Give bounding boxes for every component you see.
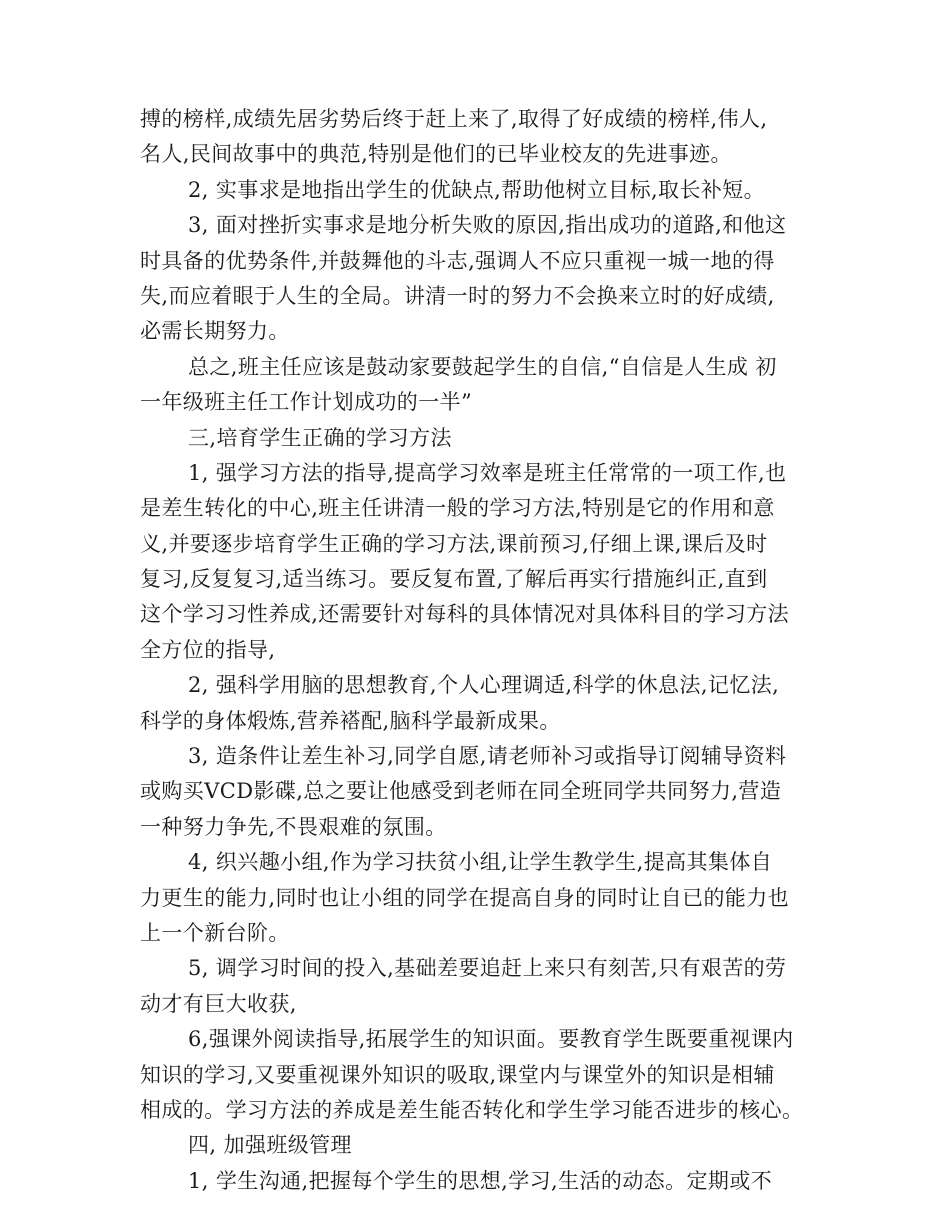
document-body (140, 102, 820, 1199)
text-line: 3, 面对挫折实事求是地分析失败的原因,指出成功的道路,和他这 (188, 213, 787, 238)
text-line: 动才有巨大收获, (140, 991, 297, 1016)
text-line: 4, 织兴趣小组,作为学习扶贫小组,让学生教学生,提高其集体自 (188, 850, 773, 875)
text-line: 1, 学生沟通,把握每个学生的思想,学习,生活的动态。定期或不 (188, 1168, 773, 1193)
text-line: 搏的榜样,成绩先居劣势后终于赶上来了,取得了好成绩的榜样,伟人, (140, 107, 768, 131)
text-line: 3, 造条件让差生补习,同学自愿,请老师补习或指导订阅辅导资料 (188, 744, 787, 769)
text-line: 失,而应着眼于人生的全局。讲清一时的努力不会换来立时的好成绩, (140, 283, 775, 308)
text-line: 全方位的指导, (140, 637, 276, 662)
text-line: 2, 强科学用脑的思想教育,个人心理调适,科学的休息法,记忆法, (188, 673, 780, 698)
text-line: 必需长期努力。 (140, 319, 290, 344)
text-line: 这个学习习性养成,还需要针对每科的具体情况对具体科目的学习方法 (140, 602, 790, 627)
text-line: 相成的。学习方法的养成是差生能否转化和学生学习能否进步的核心。 (140, 1097, 804, 1122)
text-line: 一种努力争先,不畏艰难的氛围。 (140, 814, 447, 839)
text-line: 一年级班主任工作计划成功的一半” (140, 390, 473, 415)
text-line: 2, 实事求是地指出学生的优缺点,帮助他树立目标,取长补短。 (188, 177, 766, 202)
text-line: 或购买VCD影碟,总之要让他感受到老师在同全班同学共同努力,营造 (140, 779, 782, 804)
text-line: 总之,班主任应该是鼓动家要鼓起学生的自信,“自信是人生成 初 (188, 354, 777, 379)
text-line: 时具备的优势条件,并鼓舞他的斗志,强调人不应只重视一城一地的得 (140, 248, 775, 273)
text-line: 名人,民间故事中的典范,特别是他们的已毕业校友的先进事迹。 (140, 142, 732, 167)
text-line: 力更生的能力,同时也让小组的同学在提高自身的同时让自已的能力也 (140, 885, 790, 910)
text-line: 1, 强学习方法的指导,提高学习效率是班主任常常的一项工作,也 (188, 460, 787, 485)
text-line: 5, 调学习时间的投入,基础差要追赶上来只有刻苦,只有艰苦的劳 (188, 956, 787, 981)
text-line: 科学的身体煅炼,营养褡配,脑科学最新成果。 (140, 708, 561, 733)
text-line: 知识的学习,又要重视课外知识的吸取,课堂内与课堂外的知识是相辅 (140, 1062, 775, 1087)
text-line: 义,并要逐步培育学生正确的学习方法,课前预习,仔细上课,课后及时 (140, 531, 768, 556)
text-line: 是差生转化的中心,班主任讲清一般的学习方法,特别是它的作用和意 (140, 496, 775, 521)
text-line: 上一个新台阶。 (140, 920, 290, 945)
text-line: 6,强课外阅读指导,拓展学生的知识面。要教育学生既要重视课内 (188, 1027, 794, 1052)
text-line: 复习,反复复习,适当练习。要反复布置,了解后再实行措施纠正,直到 (140, 567, 768, 592)
text-line: 三,培育学生正确的学习方法 (188, 425, 452, 450)
text-line: 四, 加强班级管理 (188, 1133, 352, 1158)
